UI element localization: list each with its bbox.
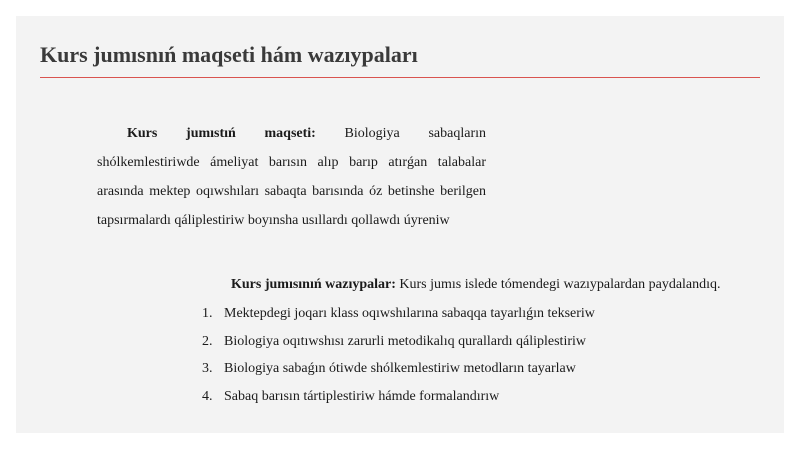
list-item-number: 1.: [202, 306, 213, 321]
goal-paragraph: [97, 119, 486, 235]
list-item: [202, 328, 595, 356]
tasks-list: [202, 300, 595, 410]
list-item-text: Sabaq barısın tártiplestiriw hámde formalandırıw: [224, 388, 500, 404]
list-item: [202, 300, 595, 328]
list-item-number: 3.: [202, 361, 213, 376]
tasks-label: Kurs jumısınıń wazıypalar:: [231, 277, 396, 292]
slide: [16, 16, 784, 433]
list-item-number: 2.: [202, 333, 213, 349]
title-divider: [40, 77, 760, 78]
list-item-number: 4.: [202, 388, 213, 404]
slide-title: Kurs jumısnıń maqseti hám wazıypaları: [40, 42, 418, 67]
list-item-text: Biologiya sabaǵın ótiwde shólkemlestiriw metodların tayarlaw: [224, 361, 576, 376]
list-item: [202, 383, 595, 411]
goal-text: Biologiya sabaqların shólkemlestiriwde ámeliyat barısın alıp barıp atırǵan talabalar arasında mektep oqıwshıları sabaqta barısında óz betinshe berilgen tapsırmalardı qáliplestiriw boyınsha usıllardı qollawdı úyreniw: [97, 126, 486, 228]
list-item-text: Mektepdegi joqarı klass oqıwshılarına sabaqqa tayarlıǵın tekseriw: [224, 306, 595, 321]
list-item: [202, 355, 595, 383]
tasks-intro: [231, 275, 721, 295]
list-item-text: Biologiya oqıtıwshısı zarurli metodikalıq qurallardı qáliplestiriw: [224, 333, 586, 349]
tasks-text: Kurs jumıs islede tómendegi wazıypalardan paydalandıq.: [399, 277, 721, 292]
goal-label: Kurs jumıstıń maqseti:: [127, 126, 316, 141]
